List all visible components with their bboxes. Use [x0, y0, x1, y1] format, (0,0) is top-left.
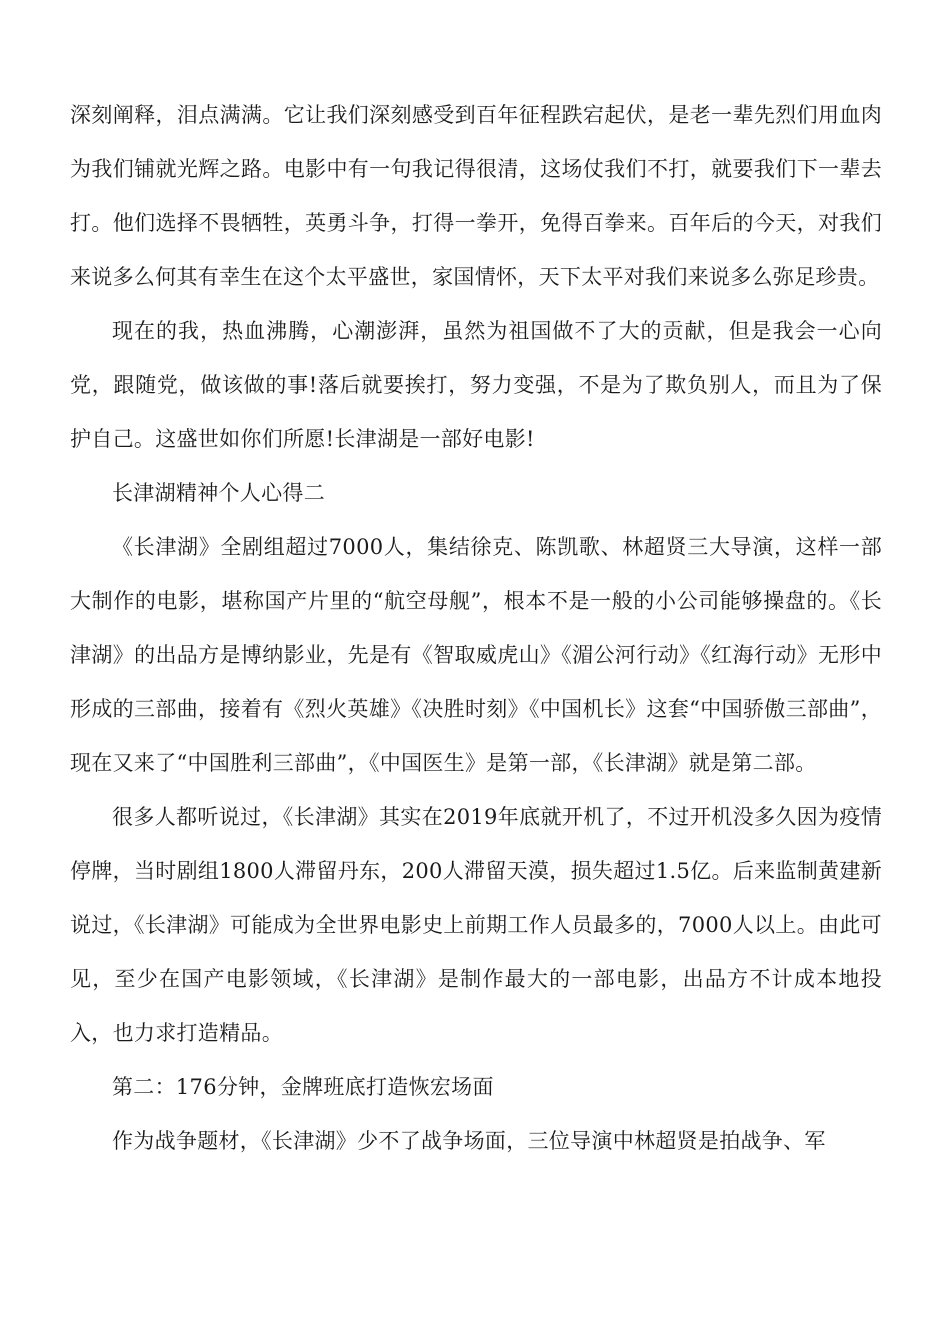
paragraph-4: 很多人都听说过，《长津湖》其实在2019年底就开机了，不过开机没多久因为疫情停牌，当时剧组1800人滞留丹东，200人滞留天漠，损失超过1.5亿。后来监制黄建新说过，《长津湖》可能成为全世界电影史上前期工作人员最多的，7000人以上。由此可见，至少在国产电影领域，《长津湖》是制作最大的一部电影，出品方不计成本地投入，也力求打造精品。 [70, 805, 882, 1045]
paragraph-3: 《长津湖》全剧组超过7000人，集结徐克、陈凯歌、林超贤三大导演，这样一部大制作的电影，堪称国产片里的“航空母舰”，根本不是一般的小公司能够操盘的。《长津湖》的出品方是博纳影业，先是有《智取威虎山》《湄公河行动》《红海行动》无形中形成的三部曲，接着有《烈火英雄》《决胜时刻》《中国机长》这套“中国骄傲三部曲”，现在又来了“中国胜利三部曲”，《中国医生》是第一部，《长津湖》就是第二部。 [70, 535, 882, 775]
paragraph-2: 现在的我，热血沸腾，心潮澎湃，虽然为祖国做不了大的贡献，但是我会一心向党，跟随党，做该做的事!落后就要挨打，努力变强，不是为了欺负别人，而且为了保护自己。这盛世如你们所愿!长津湖是一部好电影! [70, 319, 882, 451]
subsection-heading-second: 第二：176分钟，金牌班底打造恢宏场面 [112, 1075, 494, 1099]
paragraph-1: 深刻阐释，泪点满满。它让我们深刻感受到百年征程跌宕起伏，是老一辈先烈们用血肉为我们铺就光辉之路。电影中有一句我记得很清，这场仗我们不打，就要我们下一辈去打。他们选择不畏牺牲，英勇斗争，打得一拳开，免得百拳来。百年后的今天，对我们来说多么何其有幸生在这个太平盛世，家国情怀，天下太平对我们来说多么弥足珍贵。 [70, 103, 882, 289]
document-body [70, 88, 882, 1168]
paragraph-5: 作为战争题材，《长津湖》少不了战争场面，三位导演中林超贤是拍战争、军 [112, 1129, 826, 1153]
section-heading-2: 长津湖精神个人心得二 [112, 481, 325, 505]
